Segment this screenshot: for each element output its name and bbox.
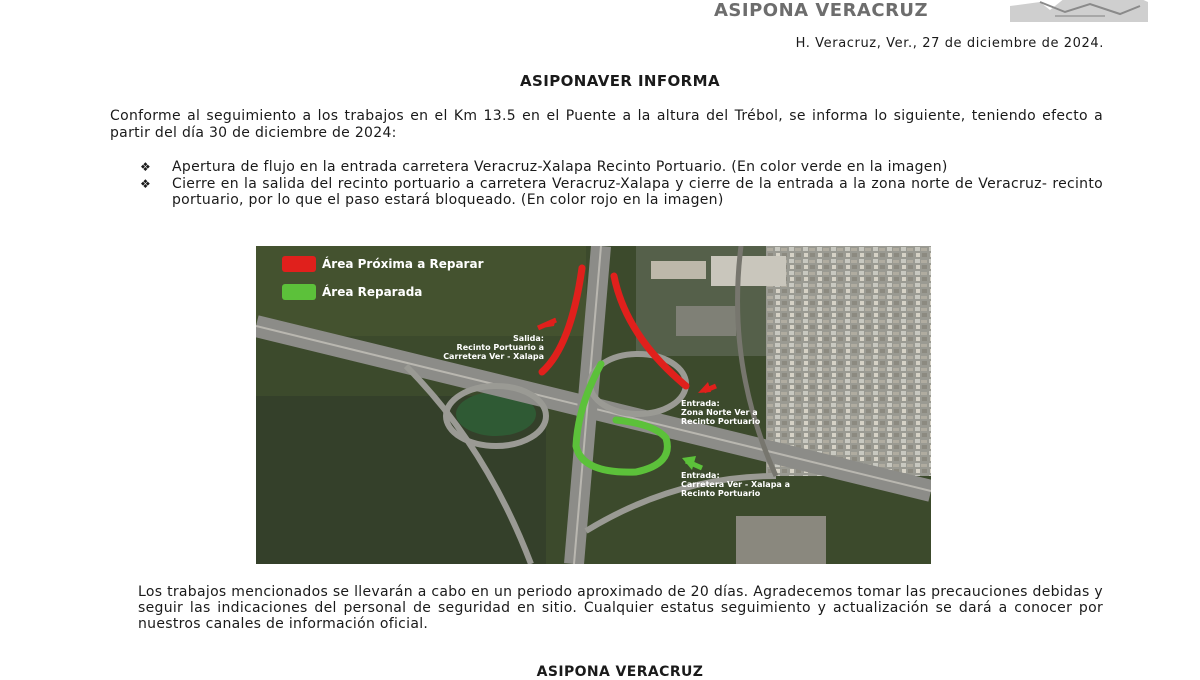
signature: ASIPONA VERACRUZ <box>536 664 704 680</box>
map-annotation: Recinto Portuario a <box>456 343 544 352</box>
organization-header: ASIPONA VERACRUZ <box>714 0 929 21</box>
bullet-list <box>138 159 1103 209</box>
list-item <box>138 176 1103 208</box>
logo-fragment-icon <box>138 0 156 4</box>
map-annotation: Carretera Ver - Xalapa a <box>681 480 790 489</box>
map-annotation: Zona Norte Ver a <box>681 408 758 417</box>
diamond-bullet-icon: ❖ <box>140 177 152 191</box>
document-title: ASIPONAVER INFORMA <box>520 72 720 90</box>
bullet-text: Apertura de flujo en la entrada carretera Veracruz-Xalapa Recinto Portuario. (En color verde en la imagen) <box>172 159 948 175</box>
closing-paragraph: Los trabajos mencionados se llevarán a cabo en un periodo aproximado de 20 días. Agradecemos tomar las precauciones debidas y seguir las indicaciones del personal de seguridad en sitio. Cualquier estatus seguimiento y actualización se dará a conocer por nuestros canales de información oficial. <box>138 584 1103 632</box>
diamond-bullet-icon: ❖ <box>140 160 152 174</box>
date-line: H. Veracruz, Ver., 27 de diciembre de 2024. <box>795 36 1104 51</box>
aerial-map <box>256 246 931 564</box>
legend-label: Área Reparada <box>322 285 423 299</box>
map-annotation: Entrada: <box>681 399 720 408</box>
map-annotation: Entrada: <box>681 471 720 480</box>
map-annotation: Recinto Portuario <box>681 417 761 426</box>
list-item <box>138 159 1103 175</box>
port-seal-icon <box>1010 0 1150 26</box>
intro-paragraph: Conforme al seguimiento a los trabajos en el Km 13.5 en el Puente a la altura del Trébol, se informa lo siguiente, teniendo efecto a partir del día 30 de diciembre de 2024: <box>110 108 1103 141</box>
map-annotation: Recinto Portuario <box>681 489 761 498</box>
bullet-text: Cierre en la salida del recinto portuario a carretera Veracruz-Xalapa y cierre de la entrada a la zona norte de Veracruz- recinto portuario, por lo que el paso estará bloqueado. (En color rojo en la imagen) <box>172 176 1103 208</box>
map-annotation: Carretera Ver - Xalapa <box>443 352 544 361</box>
legend-label: Área Próxima a Reparar <box>322 257 484 271</box>
map-annotation: Salida: <box>513 334 544 343</box>
